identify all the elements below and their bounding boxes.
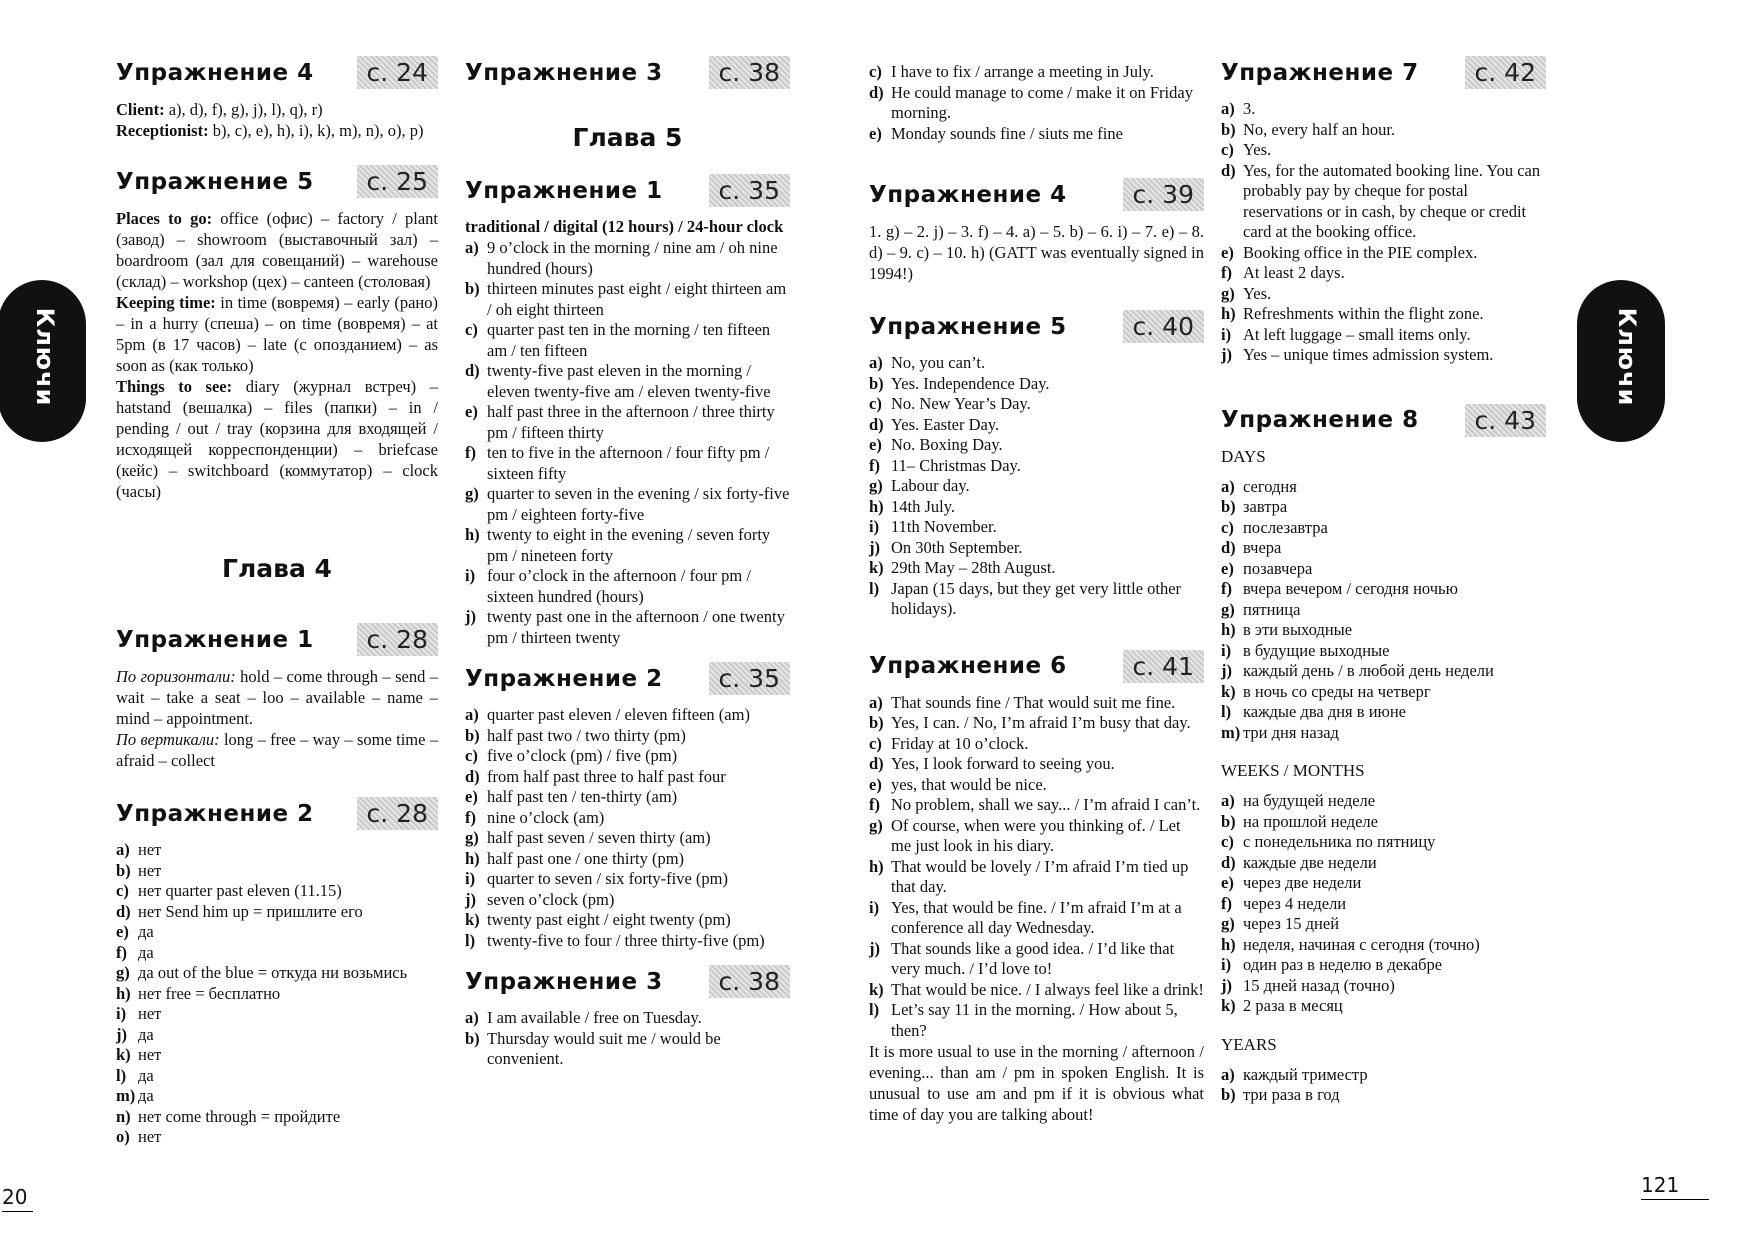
list-item: f) nine o’clock (am) xyxy=(465,807,605,827)
answer-list xyxy=(465,238,790,648)
list-item: f) At least 2 days. xyxy=(1221,263,1345,282)
list-item: g) Labour day. xyxy=(869,476,970,495)
list-item: m) три дня назад xyxy=(1221,722,1339,742)
list-item: g) Yes. xyxy=(1221,283,1272,303)
list-item: b) thirteen minutes past eight / eight thirteen am / oh eight thirteen xyxy=(465,279,787,319)
exercise-title: Упражнение 8 xyxy=(1221,407,1419,433)
answer-list xyxy=(465,1008,790,1070)
list-item: d) Yes. Easter Day. xyxy=(869,414,1000,434)
list-item: g) half past seven / seven thirty (am) xyxy=(465,828,711,847)
list-item: d) Yes, I look forward to seeing you. xyxy=(869,754,1115,773)
exercise-title: Упражнение 4 xyxy=(116,59,314,86)
list-item: h) half past one / one thirty (pm) xyxy=(465,848,685,868)
exercise-title: Упражнение 1 xyxy=(465,177,663,204)
answer-paragraph: Places to go: office (офис) – factory / plant (завод) – showroom (выставочный зал) – boardroom (зал для совещаний) – warehouse (склад) – workshop (цех) – canteen (столовая) xyxy=(116,209,438,291)
list-item: e) Booking office in the PIE complex. xyxy=(1221,242,1478,262)
exercise-title: Упражнение 4 xyxy=(869,181,1067,208)
list-item: i) At left luggage – small items only. xyxy=(1221,324,1471,344)
exercise-title: Упражнение 3 xyxy=(465,59,663,86)
list-item: l) Japan (15 days, but they get very little other holidays). xyxy=(869,578,1182,618)
note-paragraph: It is more usual to use in the morning / afternoon / evening... than am / pm in spoken English. It is unusual to use am and pm if it is obvious what time of day you are talking about! xyxy=(869,1042,1204,1124)
list-item: f) вчера вечером / сегодня ночью xyxy=(1221,579,1458,598)
column-2 xyxy=(465,56,790,1070)
list-item: k) 2 раза в месяц xyxy=(1221,996,1343,1015)
list-item: l) twenty-five to four / three thirty-five (pm) xyxy=(465,930,765,950)
page-number-left: 20 xyxy=(2,1185,33,1212)
list-item: d) нет Send him up = пришлите его xyxy=(116,901,363,921)
exercise-title: Упражнение 2 xyxy=(116,800,314,827)
exercise-header xyxy=(869,650,1204,683)
exercise-header xyxy=(465,662,790,695)
answer-list xyxy=(869,693,1204,1042)
side-tab-left-label: Ключи xyxy=(31,307,59,407)
exercise-header xyxy=(1221,56,1546,89)
exercise-header xyxy=(1221,404,1546,437)
list-item: f) да xyxy=(116,942,154,962)
list-item: b) три раза в год xyxy=(1221,1085,1340,1104)
list-item: e) через две недели xyxy=(1221,873,1362,892)
list-item: h) неделя, начиная с сегодня (точно) xyxy=(1221,934,1480,954)
list-item: b) нет xyxy=(116,860,162,880)
list-item: h) нет free = бесплатно xyxy=(116,983,281,1003)
exercise-header xyxy=(116,56,438,89)
list-item: i) 11th November. xyxy=(869,517,997,536)
list-item: j) That sounds like a good idea. / I’d like that very much. / I’d love to! xyxy=(869,938,1175,978)
list-item: f) 11– Christmas Day. xyxy=(869,455,1021,475)
page-ref: с. 39 xyxy=(1123,178,1204,211)
list-item: b) завтра xyxy=(1221,497,1288,516)
list-item: l) Let’s say 11 in the morning. / How about 5, then? xyxy=(869,1000,1178,1040)
exercise-title: Упражнение 1 xyxy=(116,626,314,653)
side-tab-right-label: Ключи xyxy=(1613,307,1641,407)
list-item: k) 29th May – 28th August. xyxy=(869,558,1056,577)
column-3 xyxy=(869,56,1204,1125)
list-item: i) нет xyxy=(116,1004,162,1023)
page-ref: с. 35 xyxy=(709,174,790,207)
list-item: d) каждые две недели xyxy=(1221,852,1377,872)
page-ref: с. 38 xyxy=(709,56,790,89)
list-item: h) twenty to eight in the evening / seven forty pm / nineteen forty xyxy=(465,525,771,565)
answer-list xyxy=(1221,1065,1546,1106)
exercise-title: Упражнение 5 xyxy=(116,168,314,195)
answer-list xyxy=(465,705,790,951)
answer-list xyxy=(869,353,1204,620)
list-item: c) Yes. xyxy=(1221,140,1272,159)
answer-list xyxy=(116,840,438,1148)
list-item: c) I have to fix / arrange a meeting in July. xyxy=(869,62,1154,81)
list-item: k) twenty past eight / eight twenty (pm) xyxy=(465,910,731,929)
list-item: d) twenty-five past eleven in the morning / eleven twenty-five am / eleven twenty-five xyxy=(465,361,771,401)
list-item: a) нет xyxy=(116,840,162,859)
list-item: l) каждые два дня в июне xyxy=(1221,702,1407,721)
list-item: h) в эти выходные xyxy=(1221,620,1353,639)
subsection-heading: YEARS xyxy=(1221,1034,1277,1054)
exercise-title: Упражнение 5 xyxy=(869,313,1067,340)
page-ref: с. 35 xyxy=(709,662,790,695)
list-item: b) half past two / two thirty (pm) xyxy=(465,725,686,745)
answer-paragraph: Keeping time: in time (вовремя) – early (рано) – in a hurry (спеша) – on time (вовремя) – at 5pm (в 17 часов) – late (с опозданием) – as soon as (как только) xyxy=(116,293,439,375)
subsection-heading: WEEKS / MONTHS xyxy=(1221,761,1365,780)
exercise-title: Упражнение 2 xyxy=(465,665,663,692)
list-item: e) Monday sounds fine / siuts me fine xyxy=(869,123,1123,143)
list-item: j) twenty past one in the afternoon / one twenty pm / thirteen twenty xyxy=(465,607,785,647)
list-item: c) No. New Year’s Day. xyxy=(869,394,1031,413)
answer-intro: traditional / digital (12 hours) / 24-hour clock xyxy=(465,217,784,236)
page-ref: с. 41 xyxy=(1123,650,1204,683)
exercise-title: Упражнение 7 xyxy=(1221,59,1419,86)
list-item: c) Friday at 10 o’clock. xyxy=(869,733,1029,753)
page-number-right: 121 xyxy=(1641,1173,1709,1200)
exercise-header xyxy=(116,165,438,198)
list-item: d) He could manage to come / make it on Friday morning. xyxy=(869,82,1193,122)
exercise-header xyxy=(465,56,790,89)
column-4 xyxy=(1221,56,1546,1106)
exercise-header xyxy=(116,623,438,656)
list-item: a) каждый триместр xyxy=(1221,1064,1368,1084)
list-item: d) from half past three to half past four xyxy=(465,766,726,786)
answer-list xyxy=(1221,791,1546,1017)
list-item: i) один раз в неделю в декабре xyxy=(1221,955,1443,974)
page-ref: с. 40 xyxy=(1123,310,1204,343)
list-item: c) послезавтра xyxy=(1221,517,1328,537)
page-ref: с. 25 xyxy=(357,165,438,198)
list-item: f) ten to five in the afternoon / four fifty pm / sixteen fifty xyxy=(465,443,770,483)
list-item: j) каждый день / в любой день недели xyxy=(1221,661,1494,680)
list-item: g) через 15 дней xyxy=(1221,914,1340,933)
exercise-header xyxy=(869,178,1204,211)
list-item: i) Yes, that would be fine. / I’m afraid I’m at a conference all day Wednesday. xyxy=(869,897,1182,937)
list-item: k) в ночь со среды на четверг xyxy=(1221,681,1431,701)
exercise-header xyxy=(465,965,790,998)
list-item: j) 15 дней назад (точно) xyxy=(1221,975,1395,995)
list-item: e) half past ten / ten-thirty (am) xyxy=(465,787,678,806)
page-ref: с. 42 xyxy=(1465,56,1546,89)
list-item: a) 3. xyxy=(1221,99,1256,118)
list-item: i) four o’clock in the afternoon / four pm / sixteen hundred (hours) xyxy=(465,566,751,606)
list-item: e) позавчера xyxy=(1221,558,1313,578)
list-item: b) Yes. Independence Day. xyxy=(869,373,1050,393)
column-1 xyxy=(116,56,438,1148)
exercise-title: Упражнение 6 xyxy=(869,653,1067,679)
list-item: h) Refreshments within the flight zone. xyxy=(1221,304,1484,323)
list-item: a) That sounds fine / That would suit me fine. xyxy=(869,692,1176,712)
answer-paragraph: По горизонтали: hold – come through – send – wait – take a seat – loo – available – name – mind – appointment. xyxy=(116,667,438,728)
list-item: j) seven o’clock (pm) xyxy=(465,889,615,909)
list-item: c) quarter past ten in the morning / ten fifteen am / ten fifteen xyxy=(465,320,771,360)
answer-list xyxy=(1221,477,1546,744)
list-item: n) нет come through = пройдите xyxy=(116,1106,341,1126)
list-item: e) No. Boxing Day. xyxy=(869,435,1003,454)
answer-paragraph: По вертикали: long – free – way – some time – afraid – collect xyxy=(116,730,438,770)
page-ref: с. 24 xyxy=(357,56,438,89)
list-item: k) That would be nice. / I always feel like a drink! xyxy=(869,979,1204,999)
page-ref: с. 43 xyxy=(1465,404,1546,437)
answer-line: Receptionist: b), c), e), h), i), k), m), n), o), p) xyxy=(116,121,424,140)
list-item: b) на прошлой неделе xyxy=(1221,811,1378,831)
answer-line: Client: a), d), f), g), j), l), q), r) xyxy=(116,100,323,119)
list-item: b) No, every half an hour. xyxy=(1221,119,1396,139)
list-item: c) five o’clock (pm) / five (pm) xyxy=(465,746,678,765)
list-item: j) да xyxy=(116,1024,154,1044)
list-item: h) That would be lovely / I’m afraid I’m tied up that day. xyxy=(869,856,1189,896)
list-item: e) yes, that would be nice. xyxy=(869,774,1047,794)
answer-list xyxy=(1221,99,1546,366)
answer-paragraph: 1. g) – 2. j) – 3. f) – 4. a) – 5. b) – 6. i) – 7. e) – 8. d) – 9. c) – 10. h) (GATT was eventually signed in 1994!) xyxy=(869,222,1204,283)
exercise-header xyxy=(465,174,790,207)
exercise-header xyxy=(869,310,1204,343)
list-item: c) с понедельника по пятницу xyxy=(1221,832,1436,851)
list-item: a) I am available / free on Tuesday. xyxy=(465,1008,702,1027)
answer-paragraph: Things to see: diary (журнал встреч) – hatstand (вешалка) – files (папки) – in / pending / out / tray (корзина для входящей / исходящей корреспонденции) – briefcase (кейс) – switchboard (коммутатор) – clock (часы) xyxy=(116,377,438,501)
exercise-header xyxy=(116,797,438,830)
page-ref: с. 28 xyxy=(357,797,438,830)
list-item: f) через 4 недели xyxy=(1221,893,1347,913)
list-item: a) 9 o’clock in the morning / nine am / oh nine hundred (hours) xyxy=(465,238,778,278)
list-item: d) Yes, for the automated booking line. You can probably pay by cheque for postal reservations or in cash, by cheque or credit card at the booking office. xyxy=(1221,160,1541,241)
list-item: a) quarter past eleven / eleven fifteen (am) xyxy=(465,705,750,724)
list-item: g) да out of the blue = откуда ни возьмись xyxy=(116,963,408,982)
answer-list xyxy=(869,62,1204,144)
list-item: e) да xyxy=(116,922,154,941)
list-item: k) нет xyxy=(116,1045,162,1064)
list-item: i) в будущие выходные xyxy=(1221,640,1390,660)
list-item: b) Yes, I can. / No, I’m afraid I’m busy that day. xyxy=(869,713,1191,732)
list-item: a) сегодня xyxy=(1221,476,1297,496)
list-item: i) quarter to seven / six forty-five (pm) xyxy=(465,869,729,888)
list-item: f) No problem, shall we say... / I’m afraid I can’t. xyxy=(869,795,1201,814)
list-item: g) пятница xyxy=(1221,599,1301,619)
list-item: e) half past three in the afternoon / three thirty pm / fifteen thirty xyxy=(465,402,775,442)
page-ref: с. 38 xyxy=(709,965,790,998)
list-item: g) Of course, when were you thinking of. / Let me just look in his diary. xyxy=(869,815,1181,855)
list-item: a) на будущей неделе xyxy=(1221,791,1376,810)
chapter-title: Глава 4 xyxy=(222,554,332,583)
list-item: d) вчера xyxy=(1221,538,1282,557)
list-item: o) нет xyxy=(116,1127,162,1146)
list-item: m) да xyxy=(116,1086,154,1105)
list-item: j) On 30th September. xyxy=(869,537,1023,557)
list-item: j) Yes – unique times admission system. xyxy=(1221,345,1494,364)
list-item: g) quarter to seven in the evening / six forty-five pm / eighteen forty-five xyxy=(465,484,790,524)
list-item: l) да xyxy=(116,1065,154,1085)
list-item: a) No, you can’t. xyxy=(869,353,986,372)
chapter-title: Глава 5 xyxy=(572,123,683,152)
page-ref: с. 28 xyxy=(357,623,438,656)
subsection-heading: DAYS xyxy=(1221,446,1266,466)
list-item: c) нет quarter past eleven (11.15) xyxy=(116,881,342,900)
list-item: b) Thursday would suit me / would be convenient. xyxy=(465,1028,721,1068)
exercise-title: Упражнение 3 xyxy=(465,968,663,995)
list-item: h) 14th July. xyxy=(869,496,956,516)
